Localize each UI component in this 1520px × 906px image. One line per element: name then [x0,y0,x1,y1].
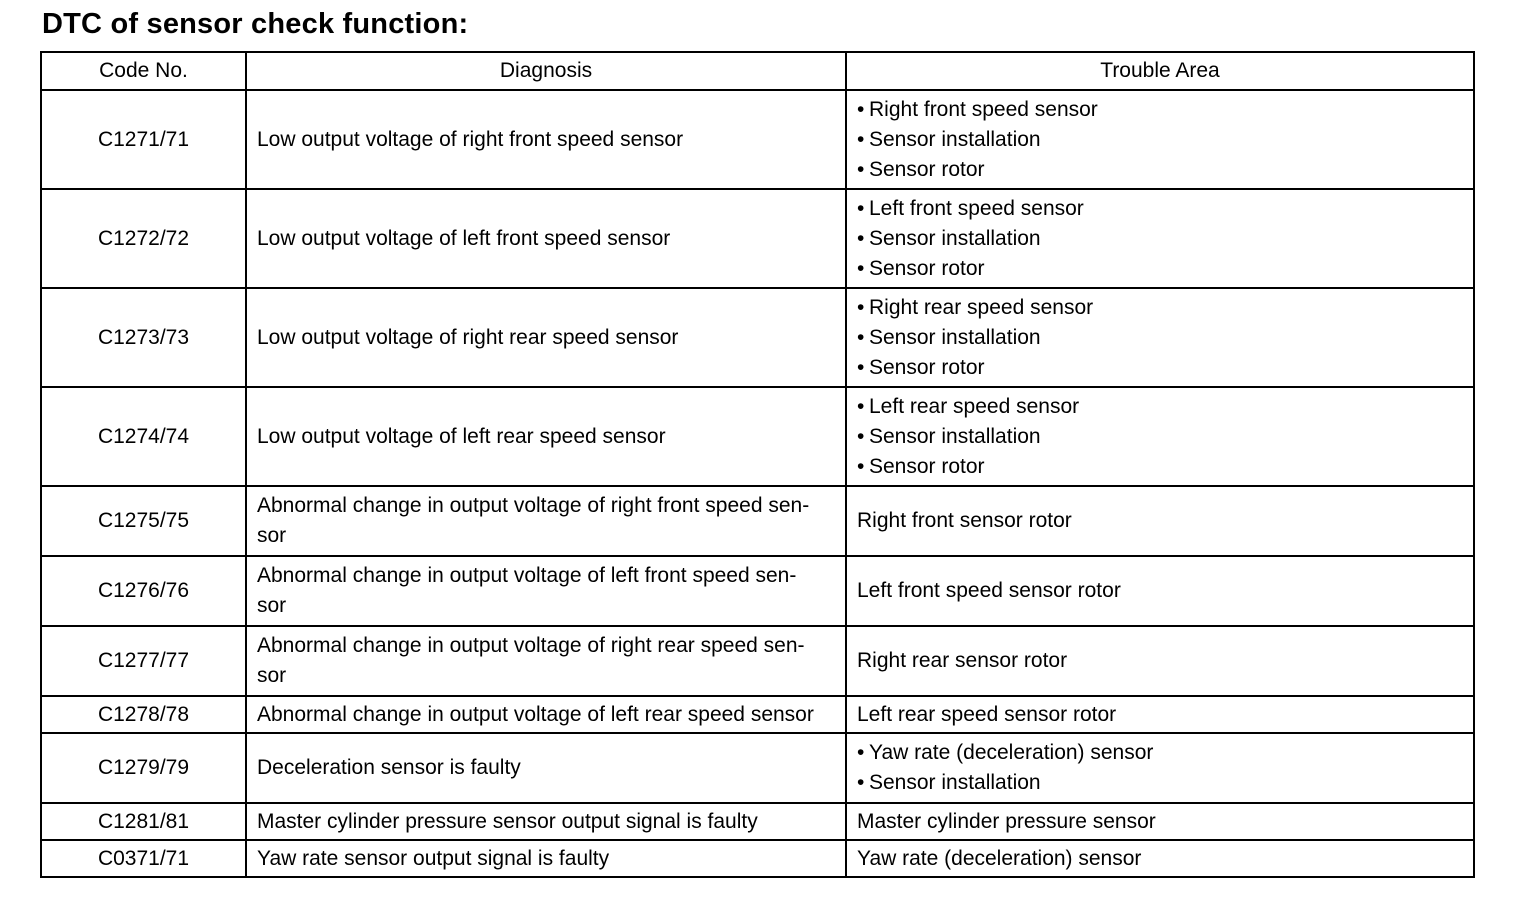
diagnosis-cell: Yaw rate sensor output signal is faulty [246,840,846,877]
code-cell: C1276/76 [41,556,246,626]
trouble-area-item: • Left rear speed sensor [857,392,1463,422]
diagnosis-cell: Low output voltage of left front speed sensor [246,189,846,288]
header-trouble-area: Trouble Area [846,52,1474,90]
dtc-table [40,51,1475,878]
trouble-area-item: • Sensor rotor [857,155,1463,185]
diagnosis-cell: Master cylinder pressure sensor output signal is faulty [246,803,846,840]
trouble-area-cell [846,90,1474,189]
header-diagnosis: Diagnosis [246,52,846,90]
trouble-area-item: • Sensor rotor [857,254,1463,284]
trouble-area-item: • Sensor rotor [857,452,1463,482]
code-cell: C1273/73 [41,288,246,387]
table-row [41,189,1474,288]
code-cell: C1271/71 [41,90,246,189]
diagnosis-cell: Abnormal change in output voltage of left front speed sen- sor [246,556,846,626]
trouble-area-cell: Master cylinder pressure sensor [846,803,1474,840]
trouble-area-cell: Left front speed sensor rotor [846,556,1474,626]
trouble-area-cell [846,387,1474,486]
trouble-area-item: • Sensor installation [857,768,1463,798]
trouble-area-cell [846,288,1474,387]
table-row [41,556,1474,626]
trouble-area-item: • Yaw rate (deceleration) sensor [857,738,1463,768]
trouble-area-cell: Yaw rate (deceleration) sensor [846,840,1474,877]
trouble-area-item: • Right rear speed sensor [857,293,1463,323]
table-row [41,733,1474,803]
table-row [41,387,1474,486]
diagnosis-cell: Abnormal change in output voltage of left rear speed sensor [246,696,846,733]
trouble-area-item: • Sensor installation [857,224,1463,254]
diagnosis-cell: Low output voltage of left rear speed sensor [246,387,846,486]
trouble-area-item: • Sensor installation [857,323,1463,353]
trouble-area-list [857,293,1463,383]
diagnosis-cell: Deceleration sensor is faulty [246,733,846,803]
trouble-area-item: • Left front speed sensor [857,194,1463,224]
table-row [41,486,1474,556]
code-cell: C1281/81 [41,803,246,840]
code-cell: C1272/72 [41,189,246,288]
code-cell: C1277/77 [41,626,246,696]
trouble-area-item: • Sensor installation [857,125,1463,155]
code-cell: C1279/79 [41,733,246,803]
code-cell: C0371/71 [41,840,246,877]
table-row [41,90,1474,189]
trouble-area-list [857,95,1463,185]
table-row [41,626,1474,696]
page-title: DTC of sensor check function: [42,8,469,40]
diagnosis-cell: Abnormal change in output voltage of right rear speed sen- sor [246,626,846,696]
trouble-area-list [857,738,1463,798]
trouble-area-item: • Sensor installation [857,422,1463,452]
table-row [41,288,1474,387]
header-code-no: Code No. [41,52,246,90]
diagnosis-cell: Low output voltage of right rear speed sensor [246,288,846,387]
trouble-area-list [857,392,1463,482]
code-cell: C1275/75 [41,486,246,556]
table-row [41,803,1474,840]
code-cell: C1274/74 [41,387,246,486]
trouble-area-item: • Right front speed sensor [857,95,1463,125]
code-cell: C1278/78 [41,696,246,733]
trouble-area-cell [846,189,1474,288]
diagnosis-cell: Abnormal change in output voltage of right front speed sen- sor [246,486,846,556]
trouble-area-cell [846,733,1474,803]
trouble-area-cell: Right rear sensor rotor [846,626,1474,696]
table-row [41,696,1474,733]
trouble-area-cell: Left rear speed sensor rotor [846,696,1474,733]
trouble-area-list [857,194,1463,284]
trouble-area-cell: Right front sensor rotor [846,486,1474,556]
diagnosis-cell: Low output voltage of right front speed sensor [246,90,846,189]
table-header-row [41,52,1474,90]
trouble-area-item: • Sensor rotor [857,353,1463,383]
table-row [41,840,1474,877]
